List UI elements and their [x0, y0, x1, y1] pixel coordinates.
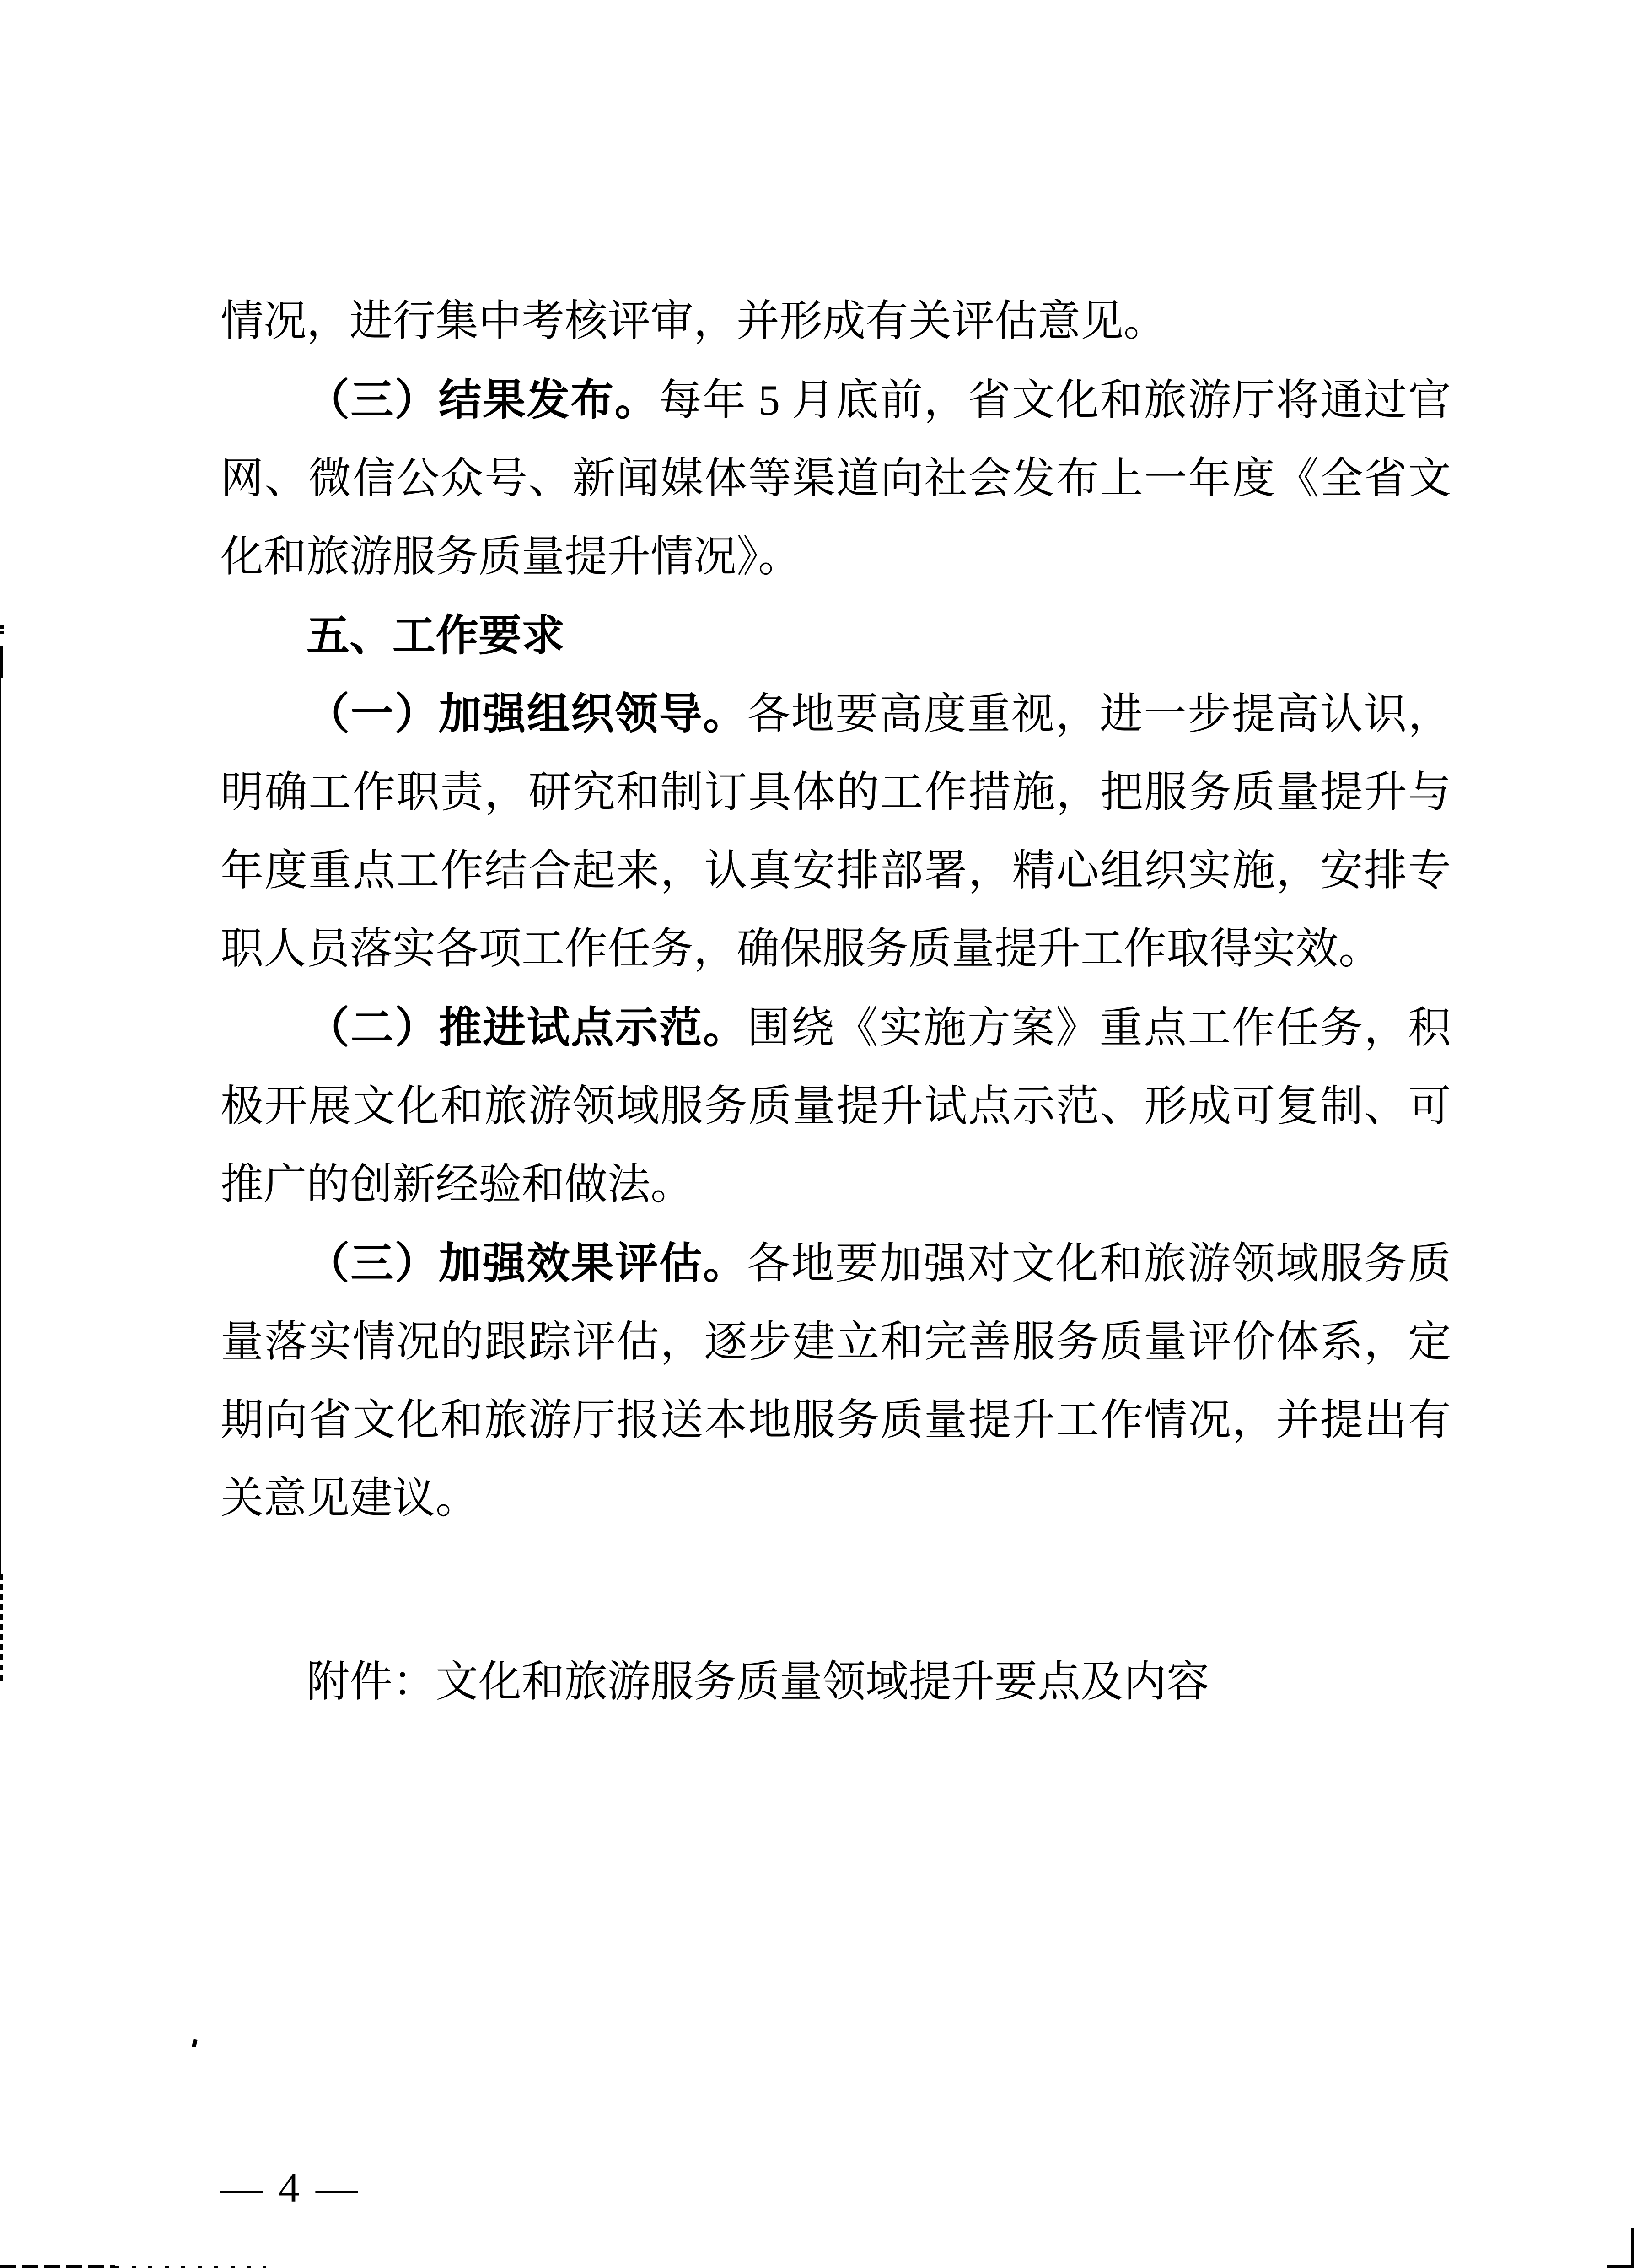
- scan-artifact-corner-mark: [1631, 2228, 1634, 2268]
- paragraph-lead: （三）加强效果评估。: [306, 1239, 747, 1287]
- scan-artifact-bottom-marks: [0, 2265, 115, 2268]
- paragraph-lead: （三）结果发布。: [306, 376, 659, 424]
- scan-artifact-left-dot: [0, 625, 4, 629]
- scan-artifact-left-hairline: [0, 677, 1, 1575]
- paragraph: （二）推进试点示范。围绕《实施方案》重点工作任务，积极开展文化和旅游领域服务质量提升试点示范、形成可复制、可推广的创新经验和做法。: [220, 1003, 1451, 1208]
- paragraph: 情况，进行集中考核评审，并形成有关评估意见。: [220, 297, 1167, 345]
- page-number: — 4 —: [220, 2164, 360, 2211]
- paragraph-lead: （二）推进试点示范。: [306, 1003, 747, 1051]
- scan-artifact-speck: [192, 2039, 197, 2047]
- paragraph: （三）结果发布。每年 5 月底前，省文化和旅游厅将通过官网、微信公众号、新闻媒体等渠道向社会发布上一年度《全省文化和旅游服务质量提升情况》。: [220, 376, 1451, 581]
- scan-artifact-left-dot: [0, 631, 4, 634]
- section-heading: 五、工作要求: [306, 611, 565, 659]
- paragraph-lead: （一）加强组织领导。: [306, 690, 747, 738]
- paragraph: （三）加强效果评估。各地要加强对文化和旅游领域服务质量落实情况的跟踪评估，逐步建立和完善服务质量评价体系，定期向省文化和旅游厅报送本地服务质量提升工作情况，并提出有关意见建议。: [220, 1239, 1451, 1522]
- scan-artifact-corner-mark: [1607, 2265, 1634, 2268]
- paragraph: （一）加强组织领导。各地要高度重视，进一步提高认识，明确工作职责，研究和制订具体的工作措施，把服务质量提升与年度重点工作结合起来，认真安排部署，精心组织实施，安排专职人员落实各项工作任务，确保服务质量提升工作取得实效。: [220, 690, 1451, 973]
- attachment-line: 附件：文化和旅游服务质量领域提升要点及内容: [306, 1658, 1210, 1706]
- scan-artifact-left-dashes: [0, 1574, 3, 1682]
- scan-artifact-bottom-marks: [115, 2266, 266, 2268]
- scan-artifact-left-bar: [0, 646, 3, 678]
- document-body: [220, 282, 1451, 1721]
